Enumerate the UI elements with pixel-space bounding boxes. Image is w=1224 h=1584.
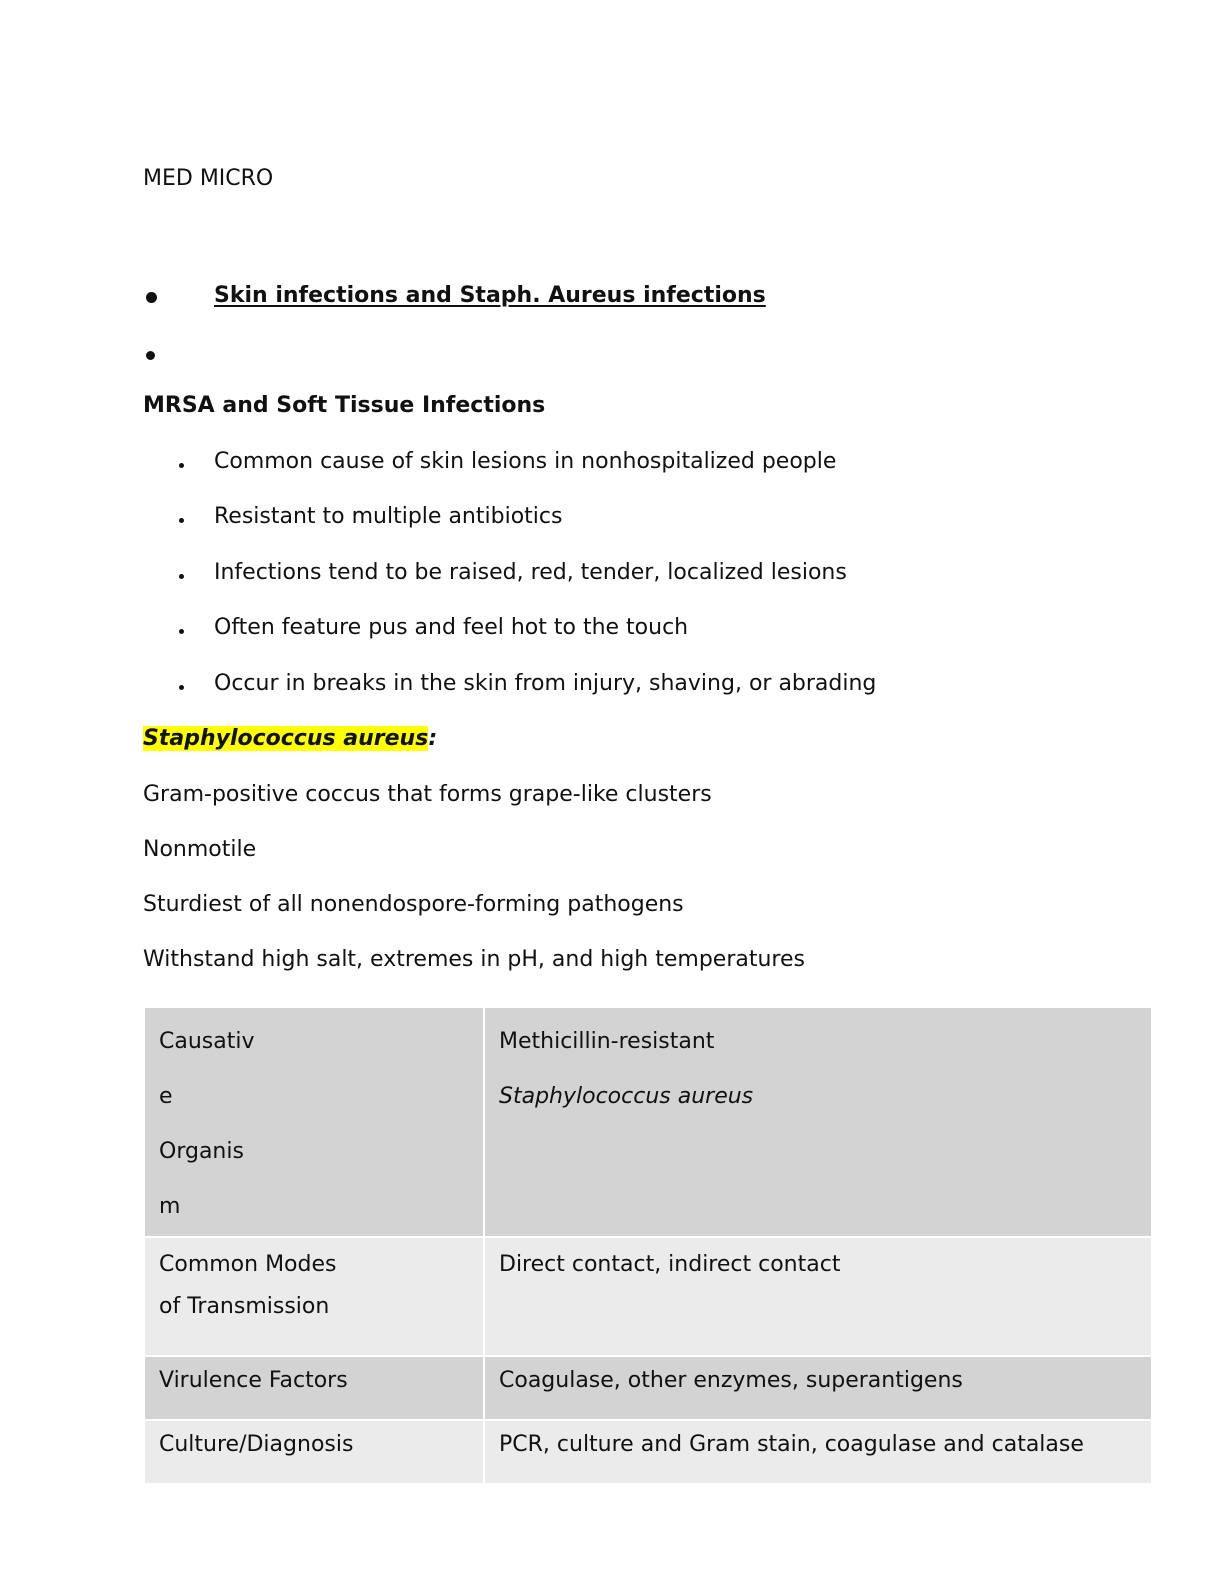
table-label-cell: Virulence Factors (145, 1357, 483, 1419)
list-item: Resistant to multiple antibiotics (214, 504, 563, 529)
bullet-dot (179, 629, 184, 634)
table-label-line: Organis (159, 1139, 244, 1164)
list-item: Often feature pus and feel hot to the touch (214, 615, 689, 640)
organism-fact: Gram-positive coccus that forms grape-like clusters (143, 782, 712, 807)
bullet-dot (179, 463, 184, 468)
table-label-cell: Culture/Diagnosis (145, 1421, 483, 1483)
bullet-dot (146, 292, 157, 303)
list-item: Occur in breaks in the skin from injury, shaving, or abrading (214, 671, 877, 696)
table-value-cell: Coagulase, other enzymes, superantigens (485, 1357, 1151, 1419)
table-row (145, 1238, 1151, 1355)
organism-name-highlight: Staphylococcus aureus (143, 726, 429, 751)
table-value-cell: Direct contact, indirect contact (485, 1238, 1151, 1355)
list-item: Common cause of skin lesions in nonhospitalized people (214, 449, 837, 474)
table-value-line: Methicillin-resistant (499, 1029, 715, 1054)
organism-heading-colon: : (428, 726, 438, 751)
table-value-cell (485, 1008, 1151, 1236)
table-row (145, 1008, 1151, 1236)
table-value-cell: PCR, culture and Gram stain, coagulase and catalase (485, 1421, 1151, 1483)
organism-info-table (143, 1006, 1153, 1485)
empty-bullet-dot (146, 351, 155, 360)
table-row (145, 1421, 1151, 1483)
table-row (145, 1357, 1151, 1419)
list-item: Infections tend to be raised, red, tender, localized lesions (214, 560, 847, 585)
topic-title: Skin infections and Staph. Aureus infections (214, 283, 766, 308)
document-header-label: MED MICRO (143, 166, 274, 191)
organism-heading (143, 726, 437, 751)
table-label-line: Causativ (159, 1029, 255, 1054)
table-label-line: of Transmission (159, 1294, 330, 1319)
table-label-line: Common Modes (159, 1252, 337, 1277)
table-label-cell (145, 1008, 483, 1236)
organism-fact: Withstand high salt, extremes in pH, and high temperatures (143, 947, 805, 972)
table-value-line-italic: Staphylococcus aureus (499, 1084, 754, 1109)
bullet-dot (179, 574, 184, 579)
organism-fact: Sturdiest of all nonendospore-forming pathogens (143, 892, 684, 917)
bullet-dot (179, 685, 184, 690)
bullet-dot (179, 518, 184, 523)
section-heading: MRSA and Soft Tissue Infections (143, 393, 546, 418)
table-label-line: m (159, 1194, 181, 1219)
table-label-line: e (159, 1084, 173, 1109)
organism-fact: Nonmotile (143, 837, 257, 862)
table-label-cell (145, 1238, 483, 1355)
